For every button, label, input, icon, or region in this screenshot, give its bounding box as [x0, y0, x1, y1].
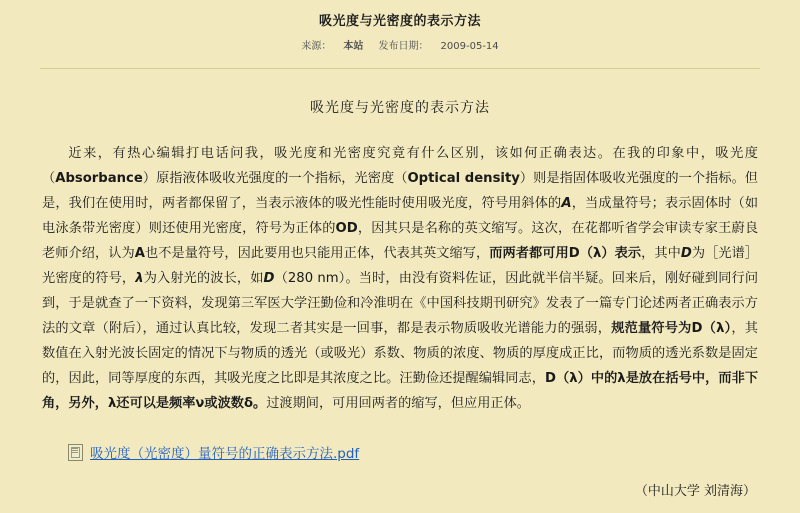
article-body — [42, 141, 758, 416]
document-attachment-icon — [68, 444, 83, 461]
header-divider — [40, 68, 760, 69]
body-segment: ，其数值在入射光波长固定的情况下与物质的透光（或吸光）系数、物质的浓度、物质的厚度成正比，而物质的透光系数是固定的，因此，同等厚度的东西，其吸光度之比即是其浓度之比。汪勤俭还提醒编辑同志， — [42, 321, 758, 386]
date-label: 发布日期： — [378, 41, 429, 52]
body-segment: ）则是指固体吸收光强度的一个指标。但是，我们在使用时，两者都保留了，当表示液体的吸光性能时使用吸光度，符号用斜体的 — [42, 171, 758, 211]
body-segment: ）原指液体吸收光强度的一个指标，光密度（ — [142, 171, 408, 186]
source-label: 来源： — [301, 41, 332, 52]
body-segment: D — [680, 246, 692, 261]
body-segment: Optical density — [407, 171, 520, 186]
body-segment: OD — [335, 221, 358, 236]
body-segment: 而两者都可用D（λ）表示 — [489, 246, 642, 261]
body-segment: A — [561, 196, 572, 211]
page-title: 吸光度与光密度的表示方法 — [318, 14, 481, 29]
article-subtitle: 吸光度与光密度的表示方法 — [310, 100, 490, 116]
body-segment: 过渡期间，可用回两者的缩写，但应用正体。 — [266, 396, 530, 411]
body-segment: ，因其只是名称的英文缩写。这次，在花都听省学会审读专家王蔚良老师介绍，认为 — [42, 221, 759, 261]
source-value: 本站 — [343, 41, 364, 52]
body-segment: 也不是量符号，因此要用也只能用正体，代表其英文缩写， — [144, 246, 490, 261]
body-segment: Absorbance — [55, 171, 143, 186]
body-segment: 为［光谱］光密度的符号， — [42, 246, 759, 286]
body-segment: λ还可以是频率ν或波数δ。 — [107, 396, 267, 411]
body-segment: 近来，有热心编辑打电话问我，吸光度和光密度究竟有什么区别，该如何正确表达。在我的印象中，吸光度（ — [42, 146, 758, 186]
attachment-row[interactable] — [68, 442, 800, 462]
date-value: 2009-05-14 — [440, 41, 499, 52]
body-segment: A — [134, 246, 145, 261]
document-meta — [0, 37, 800, 52]
body-segment: ，其中 — [641, 246, 681, 261]
attachment-link[interactable]: 吸光度（光密度）量符号的正确表示方法.pdf — [90, 446, 360, 462]
body-segment: λ — [135, 271, 144, 286]
body-segment: 规范量符号为D（λ） — [611, 321, 732, 336]
body-segment: （280 nm）。当时，由没有资料佐证，因此就半信半疑。回来后，刚好碰到同行问到，于是就查了一下资料，发现第三军医大学汪勤俭和冷淮明在《中国科技期刊研究》发表了一篇专门论述两者正确表示方法的文章（附后），通过认真比较，发现二者其实是一回事，都是表示物质吸收光谱能力的强弱， — [42, 271, 759, 336]
body-segment: D（λ）中的λ是放在括号中，而非下角，另外， — [42, 371, 759, 411]
body-segment: D — [263, 271, 275, 286]
body-segment: 为入射光的波长，如 — [143, 271, 264, 286]
body-segment: ，当成量符号；表示固体时（如电泳条带光密度）则还使用光密度，符号为正体的 — [42, 196, 759, 236]
author-signature: （中山大学 刘清海） — [634, 484, 756, 499]
